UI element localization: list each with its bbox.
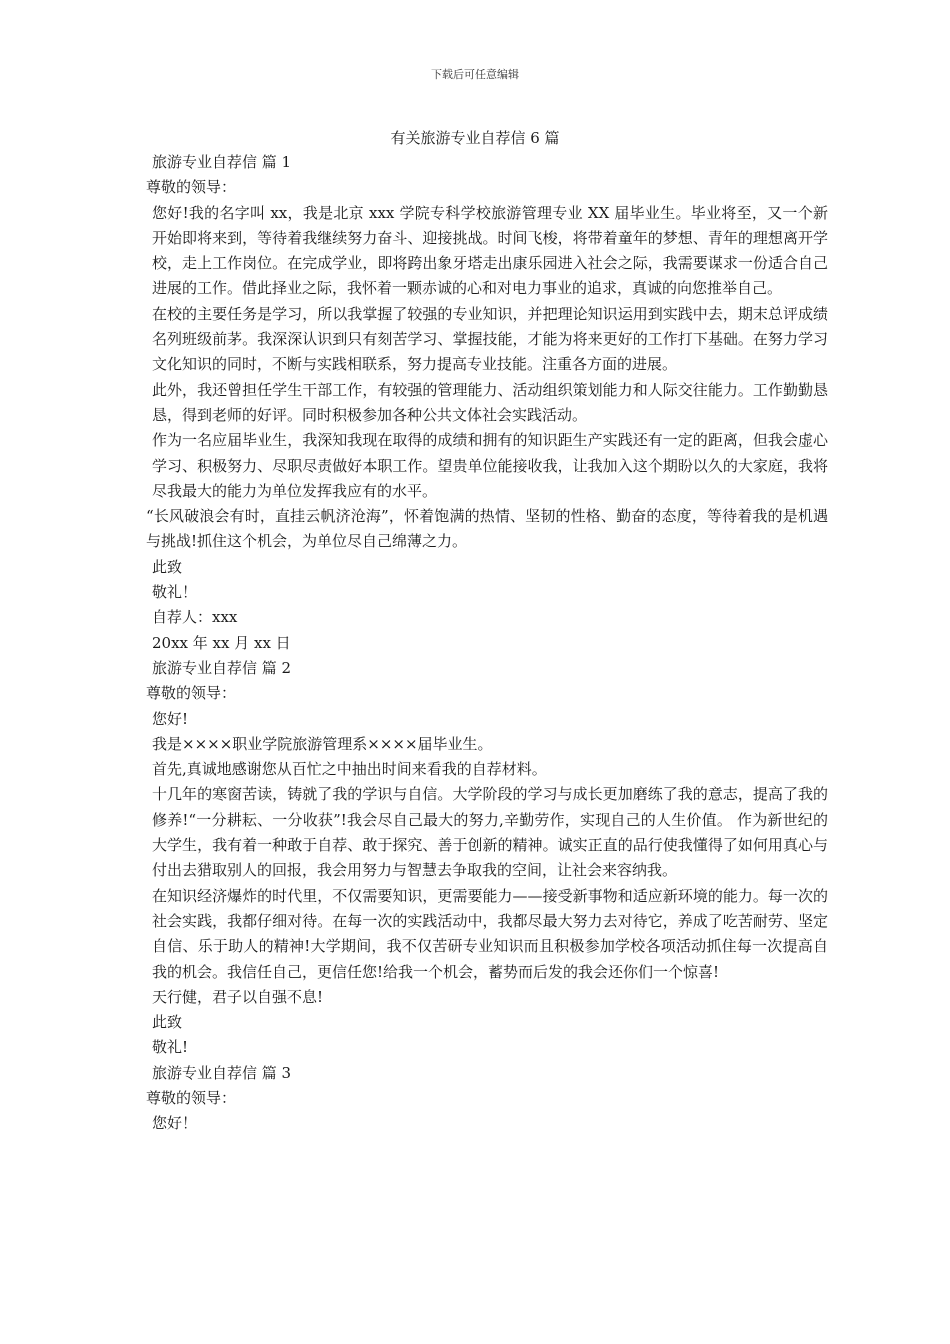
letter1-salutation: 尊敬的领导： (146, 178, 237, 197)
document-body (146, 150, 828, 1137)
letter2-closing-1: 此致 (152, 1013, 183, 1032)
letter1-date: 20xx 年 xx 月 xx 日 (152, 633, 291, 652)
letter2-closing-2: 敬礼! (152, 1038, 189, 1057)
letter2-paragraph-2: 首先,真诚地感谢您从百忙之中抽出时间来看我的自荐材料。 (152, 760, 547, 779)
letter2-paragraph-1: 我是××××职业学院旅游管理系××××届毕业生。 (152, 734, 493, 753)
letter1-paragraph-4: 作为一名应届毕业生，我深知我现在取得的成绩和拥有的知识距生产实践还有一定的距离，但我会虚心学习、积极努力、尽职尽责做好本职工作。望贵单位能接收我，让我加入这个期盼以久的大家庭，我将尽我最大的能力为单位发挥我应有的水平。 (152, 431, 828, 500)
letter2-paragraph-3: 十几年的寒窗苦读，铸就了我的学识与自信。大学阶段的学习与成长更加磨练了我的意志，提高了我的修养!“一分耕耘、一分收获”!我会尽自己最大的努力,辛勤劳作，实现自己的人生价值。 作为新世纪的大学生，我有着一种敢于自荐、敢于探究、善于创新的精神。诚实正直的品行使我懂得了如何用真心与付出去猎取别人的回报，我会用努力与智慧去争取我的空间，让社会来容纳我。 (152, 785, 828, 880)
letter1-closing-2: 敬礼！ (152, 583, 198, 602)
letter2-salutation: 尊敬的领导： (146, 684, 237, 703)
letter3-salutation: 尊敬的领导： (146, 1088, 237, 1107)
letter1-paragraph-3: 此外，我还曾担任学生干部工作，有较强的管理能力、活动组织策划能力和人际交往能力。工作勤勤恳恳，得到老师的好评。同时积极参加各种公共文体社会实践活动。 (152, 380, 828, 424)
letter2-paragraph-5: 天行健，君子以自强不息! (152, 987, 324, 1006)
letter3-greeting: 您好！ (152, 1114, 198, 1133)
letter1-closing-1: 此致 (152, 557, 183, 576)
letter2-greeting: 您好! (152, 709, 189, 728)
letter1-paragraph-5: “长风破浪会有时，直挂云帆济沧海”，怀着饱满的热情、坚韧的性格、勤奋的态度，等待着我的是机遇与挑战!抓住这个机会，为单位尽自己绵薄之力。 (146, 507, 828, 551)
letter1-paragraph-1: 您好!我的名字叫 xx，我是北京 xxx 学院专科学校旅游管理专业 XX 届毕业生。毕业将至，又一个新开始即将来到，等待着我继续努力奋斗、迎接挑战。时间飞梭，将带着童年的梦想、青年的理想离开学校，走上工作岗位。在完成学业，即将跨出象牙塔走出康乐园进入社会之际，我需要谋求一份适合自己进展的工作。借此择业之际，我怀着一颗赤诚的心和对电力事业的追求，真诚的向您推举自己。 (152, 203, 828, 298)
letter1-heading: 旅游专业自荐信 篇 1 (152, 153, 292, 171)
document-title: 有关旅游专业自荐信 6 篇 (390, 129, 560, 147)
letter2-paragraph-4: 在知识经济爆炸的时代里，不仅需要知识，更需要能力——接受新事物和适应新环境的能力。每一次的社会实践，我都仔细对待。在每一次的实践活动中，我都尽最大努力去对待它，养成了吃苦耐劳、坚定自信、乐于助人的精神!大学期间，我不仅苦研专业知识而且积极参加学校各项活动抓住每一次提高自我的机会。我信任自己，更信任您!给我一个机会，蓄势而后发的我会还你们一个惊喜! (152, 886, 828, 981)
letter1-paragraph-2: 在校的主要任务是学习，所以我掌握了较强的专业知识，并把理论知识运用到实践中去，期末总评成绩名列班级前茅。我深深认识到只有刻苦学习、掌握技能，才能为将来更好的工作打下基础。在努力学习文化知识的同时，不断与实践相联系，努力提高专业技能。注重各方面的进展。 (152, 304, 828, 374)
letter1-signature: 自荐人：xxx (152, 608, 238, 627)
letter3-heading: 旅游专业自荐信 篇 3 (152, 1063, 292, 1082)
letter2-heading: 旅游专业自荐信 篇 2 (152, 658, 292, 677)
header-note: 下载后可任意编辑 (431, 68, 519, 81)
